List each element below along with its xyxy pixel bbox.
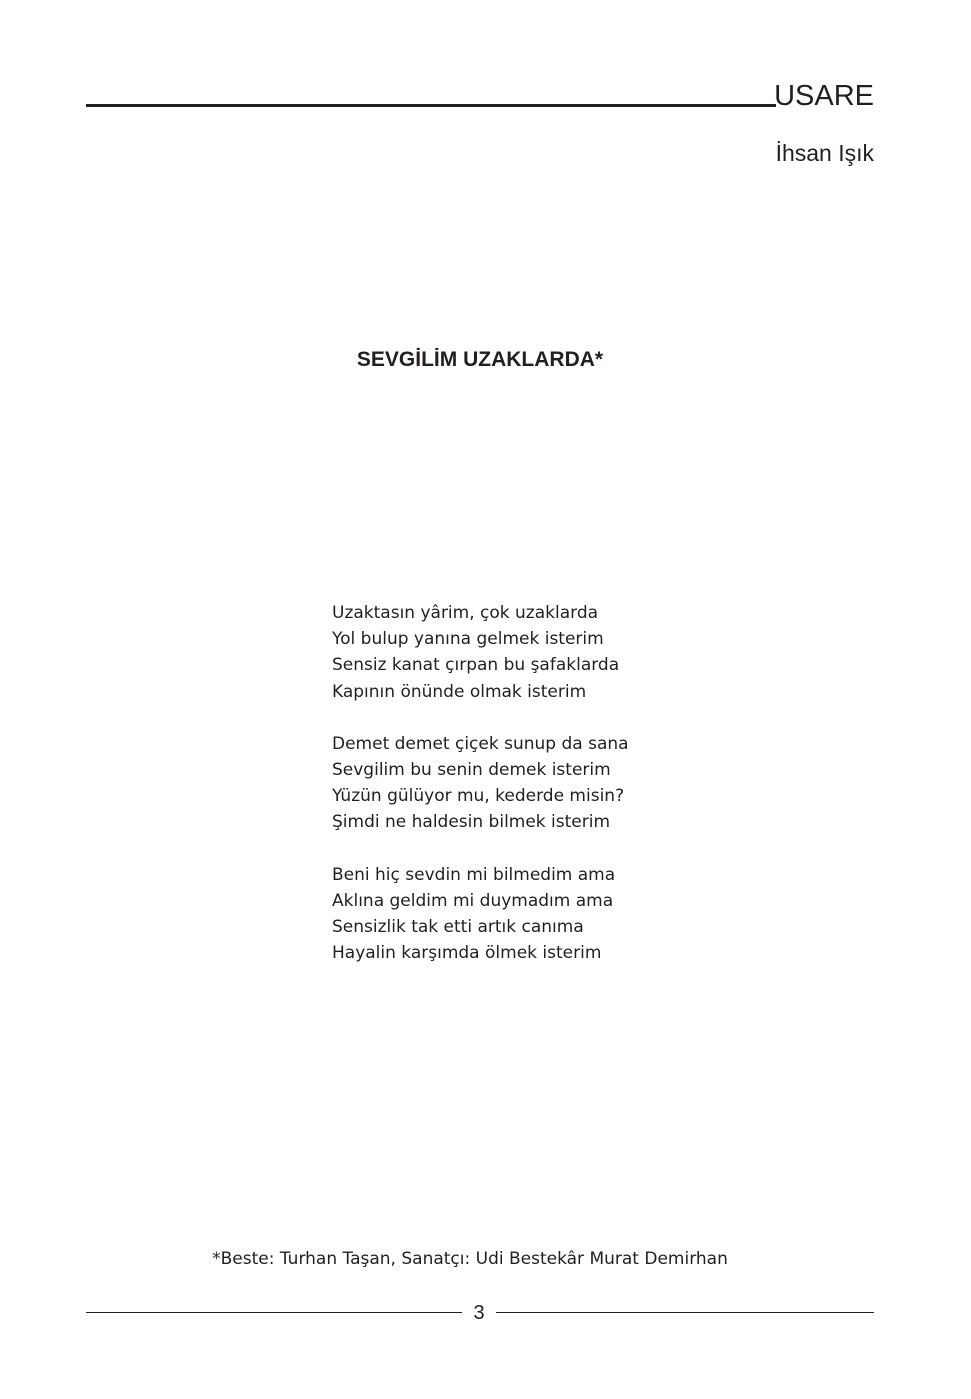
poem-line: Yol bulup yanına gelmek isterim [332, 629, 604, 650]
poem-line: Sevgilim bu senin demek isterim [332, 760, 611, 781]
poem-title: SEVGİLİM UZAKLARDA* [356, 348, 604, 371]
poem-line: Aklına geldim mi duymadım ama [332, 890, 614, 911]
poem-line: Şimdi ne haldesin bilmek isterim [332, 812, 611, 833]
poem-line: Uzaktasın yârim, çok uzaklarda [332, 603, 599, 623]
poem-line: Kapının önünde olmak isterim [332, 681, 587, 702]
footer-rule-right [496, 1312, 874, 1313]
stanza-2 [332, 731, 629, 836]
stanza-1 [332, 600, 629, 705]
footer-rule-left [86, 1312, 462, 1313]
stanza-3 [332, 862, 629, 967]
footnote: *Beste: Turhan Taşan, Sanatçı: Udi Bestekâr Murat Demirhan [212, 1249, 728, 1269]
poem-line: Beni hiç sevdin mi bilmedim ama [332, 864, 616, 885]
header-rule [86, 104, 776, 107]
poem-line: Hayalin karşımda ölmek isterim [332, 943, 602, 964]
poem-line: Sensizlik tak etti artık canıma [332, 917, 584, 938]
poem-line: Yüzün gülüyor mu, kederde misin? [332, 786, 625, 807]
journal-title: USARE [774, 80, 874, 112]
author-name: İhsan Işık [775, 140, 874, 166]
poem-body [332, 600, 629, 992]
page-number: 3 [473, 1302, 485, 1324]
poem-line: Demet demet çiçek sunup da sana [332, 733, 629, 754]
poem-line: Sensiz kanat çırpan bu şafaklarda [332, 655, 620, 676]
